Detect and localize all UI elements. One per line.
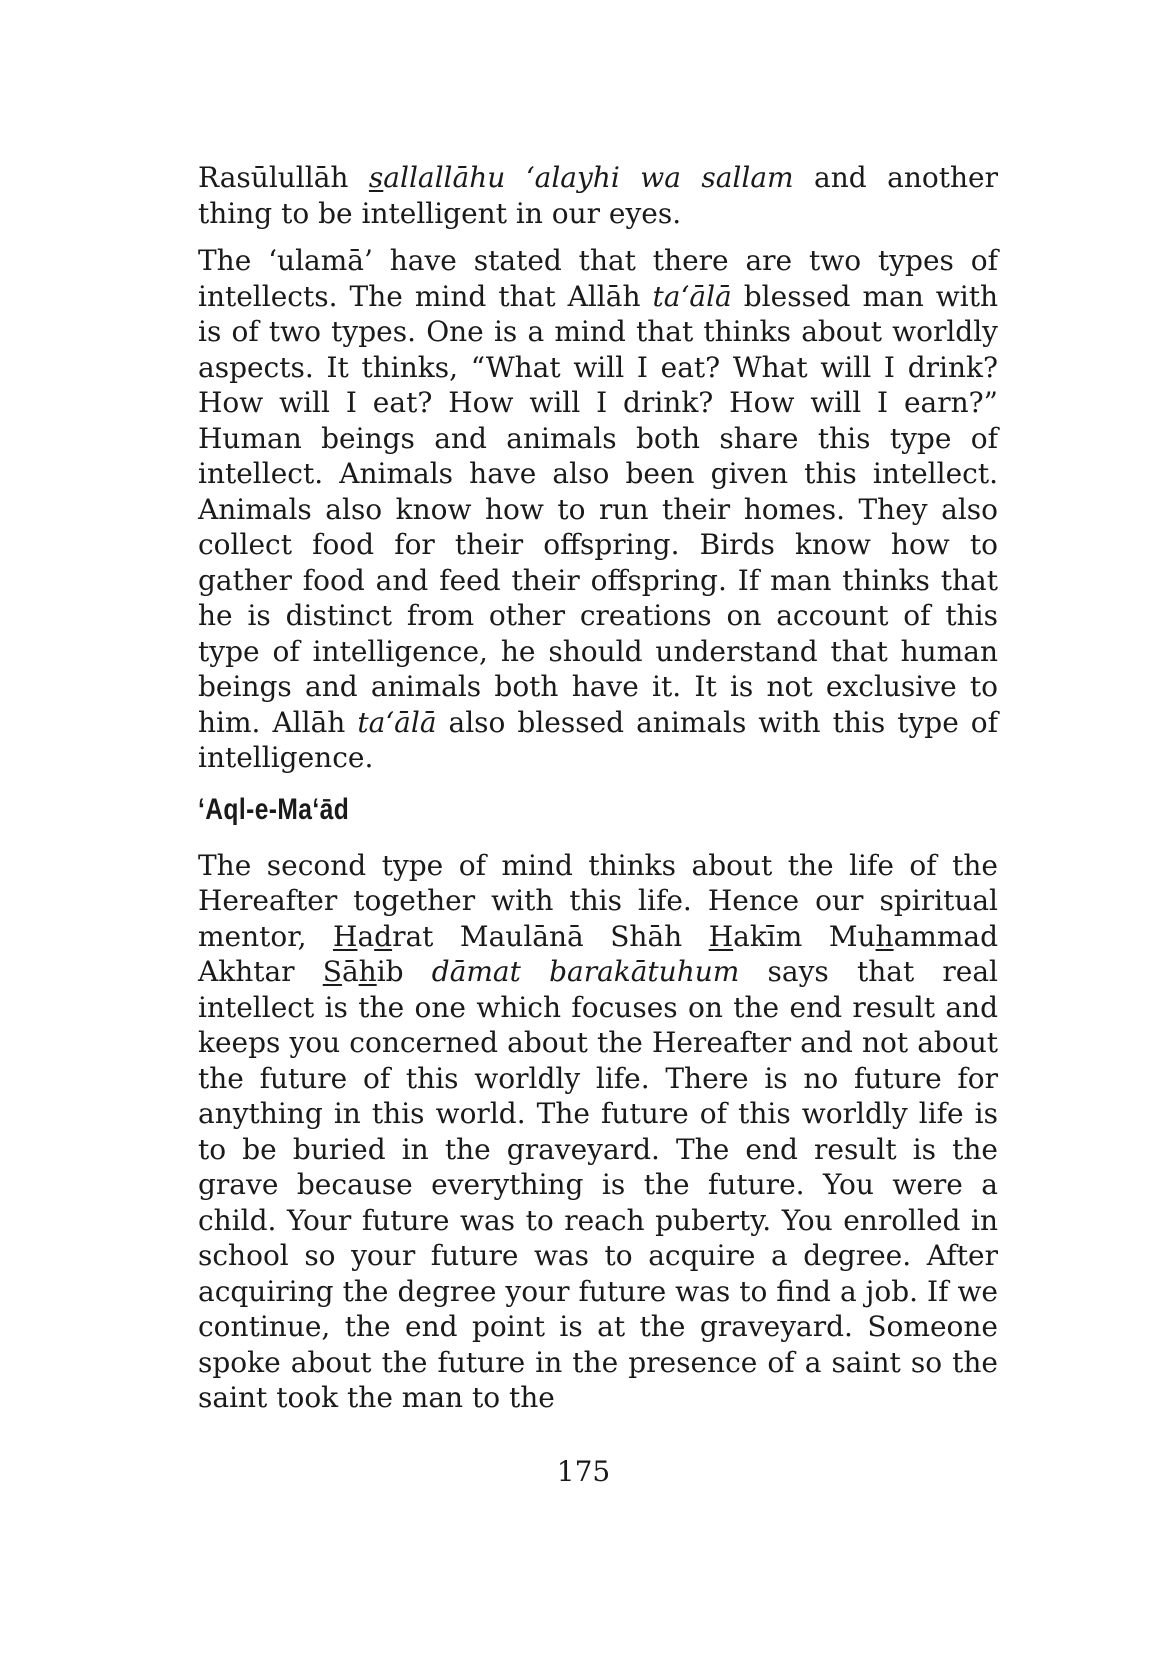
transliteration-underlined: h	[875, 919, 894, 953]
transliteration-underlined: d	[374, 919, 393, 953]
text-span: rat Maulānā Shāh	[392, 919, 709, 953]
text-span: The ‘ulamā’ have stated that there are two types of intellects. The mind that Allāh	[198, 244, 998, 313]
text-span: akīm Mu	[733, 919, 876, 953]
transliteration-underlined: S	[322, 955, 342, 988]
section-heading: ‘Aql-e-Ma‘ād	[198, 792, 350, 826]
transliteration-underlined: s	[368, 161, 384, 194]
text-span: blessed man with is of two types. One is a mind that thinks about worldly aspects. It thinks, “What will I eat? What will I drink? How will I eat? How will I drink? How will I earn?” Human beings and animals both share this type of intellect. Animals have also been given this intellect. Animals also know how to run their homes. They also collect food for their offspring. Birds know how to gather food and feed their offspring. If man thinks that he is distinct from other creations on account of this type of intelligence, he should understand that human beings and animals both have it. It is not exclusive to him. Allāh	[198, 279, 999, 739]
italic-phrase: dāmat barakātuhum	[431, 955, 740, 988]
text-span: The second type of mind thinks about the life of the Hereafter together with this life. Hence our spiritual mentor,	[198, 848, 998, 953]
text-span: ib	[376, 955, 432, 988]
paragraph-3	[198, 848, 998, 1416]
page-number: 175	[556, 1455, 611, 1488]
paragraph-1	[198, 160, 998, 231]
text-span: ā	[341, 955, 359, 988]
transliteration-underlined: h	[358, 955, 377, 988]
text-span: a	[357, 919, 375, 953]
transliteration-underlined: H	[333, 919, 358, 953]
text-span: also blessed animals with this type of intelligence.	[198, 705, 998, 774]
text-span: says that real intellect is the one which focuses on the end result and keeps you concerned about the Hereafter and not about the future of this worldly life. There is no future for anything in this world. The future of this worldly life is to be buried in the graveyard. The end result is the grave because everything is the future. You were a child. Your future was to reach puberty. You enrolled in school so your future was to acquire a degree. After acquiring the degree your future was to find a job. If we continue, the end point is at the graveyard. Someone spoke about the future in the presence of a saint so the saint took the man to the	[198, 955, 999, 1414]
text-span: and another thing to be intelligent in our eyes.	[198, 161, 998, 230]
text-span: Rasūlullāh	[198, 161, 369, 194]
italic-phrase: ta‘ālā	[652, 279, 732, 313]
italic-phrase: allallāhu ‘alayhi wa sallam	[383, 161, 794, 194]
text-span: ammad Akhtar	[198, 919, 999, 988]
page-body	[198, 160, 998, 1430]
paragraph-2	[198, 243, 998, 776]
italic-phrase: ta‘ālā	[357, 705, 437, 739]
transliteration-underlined: H	[708, 919, 734, 953]
